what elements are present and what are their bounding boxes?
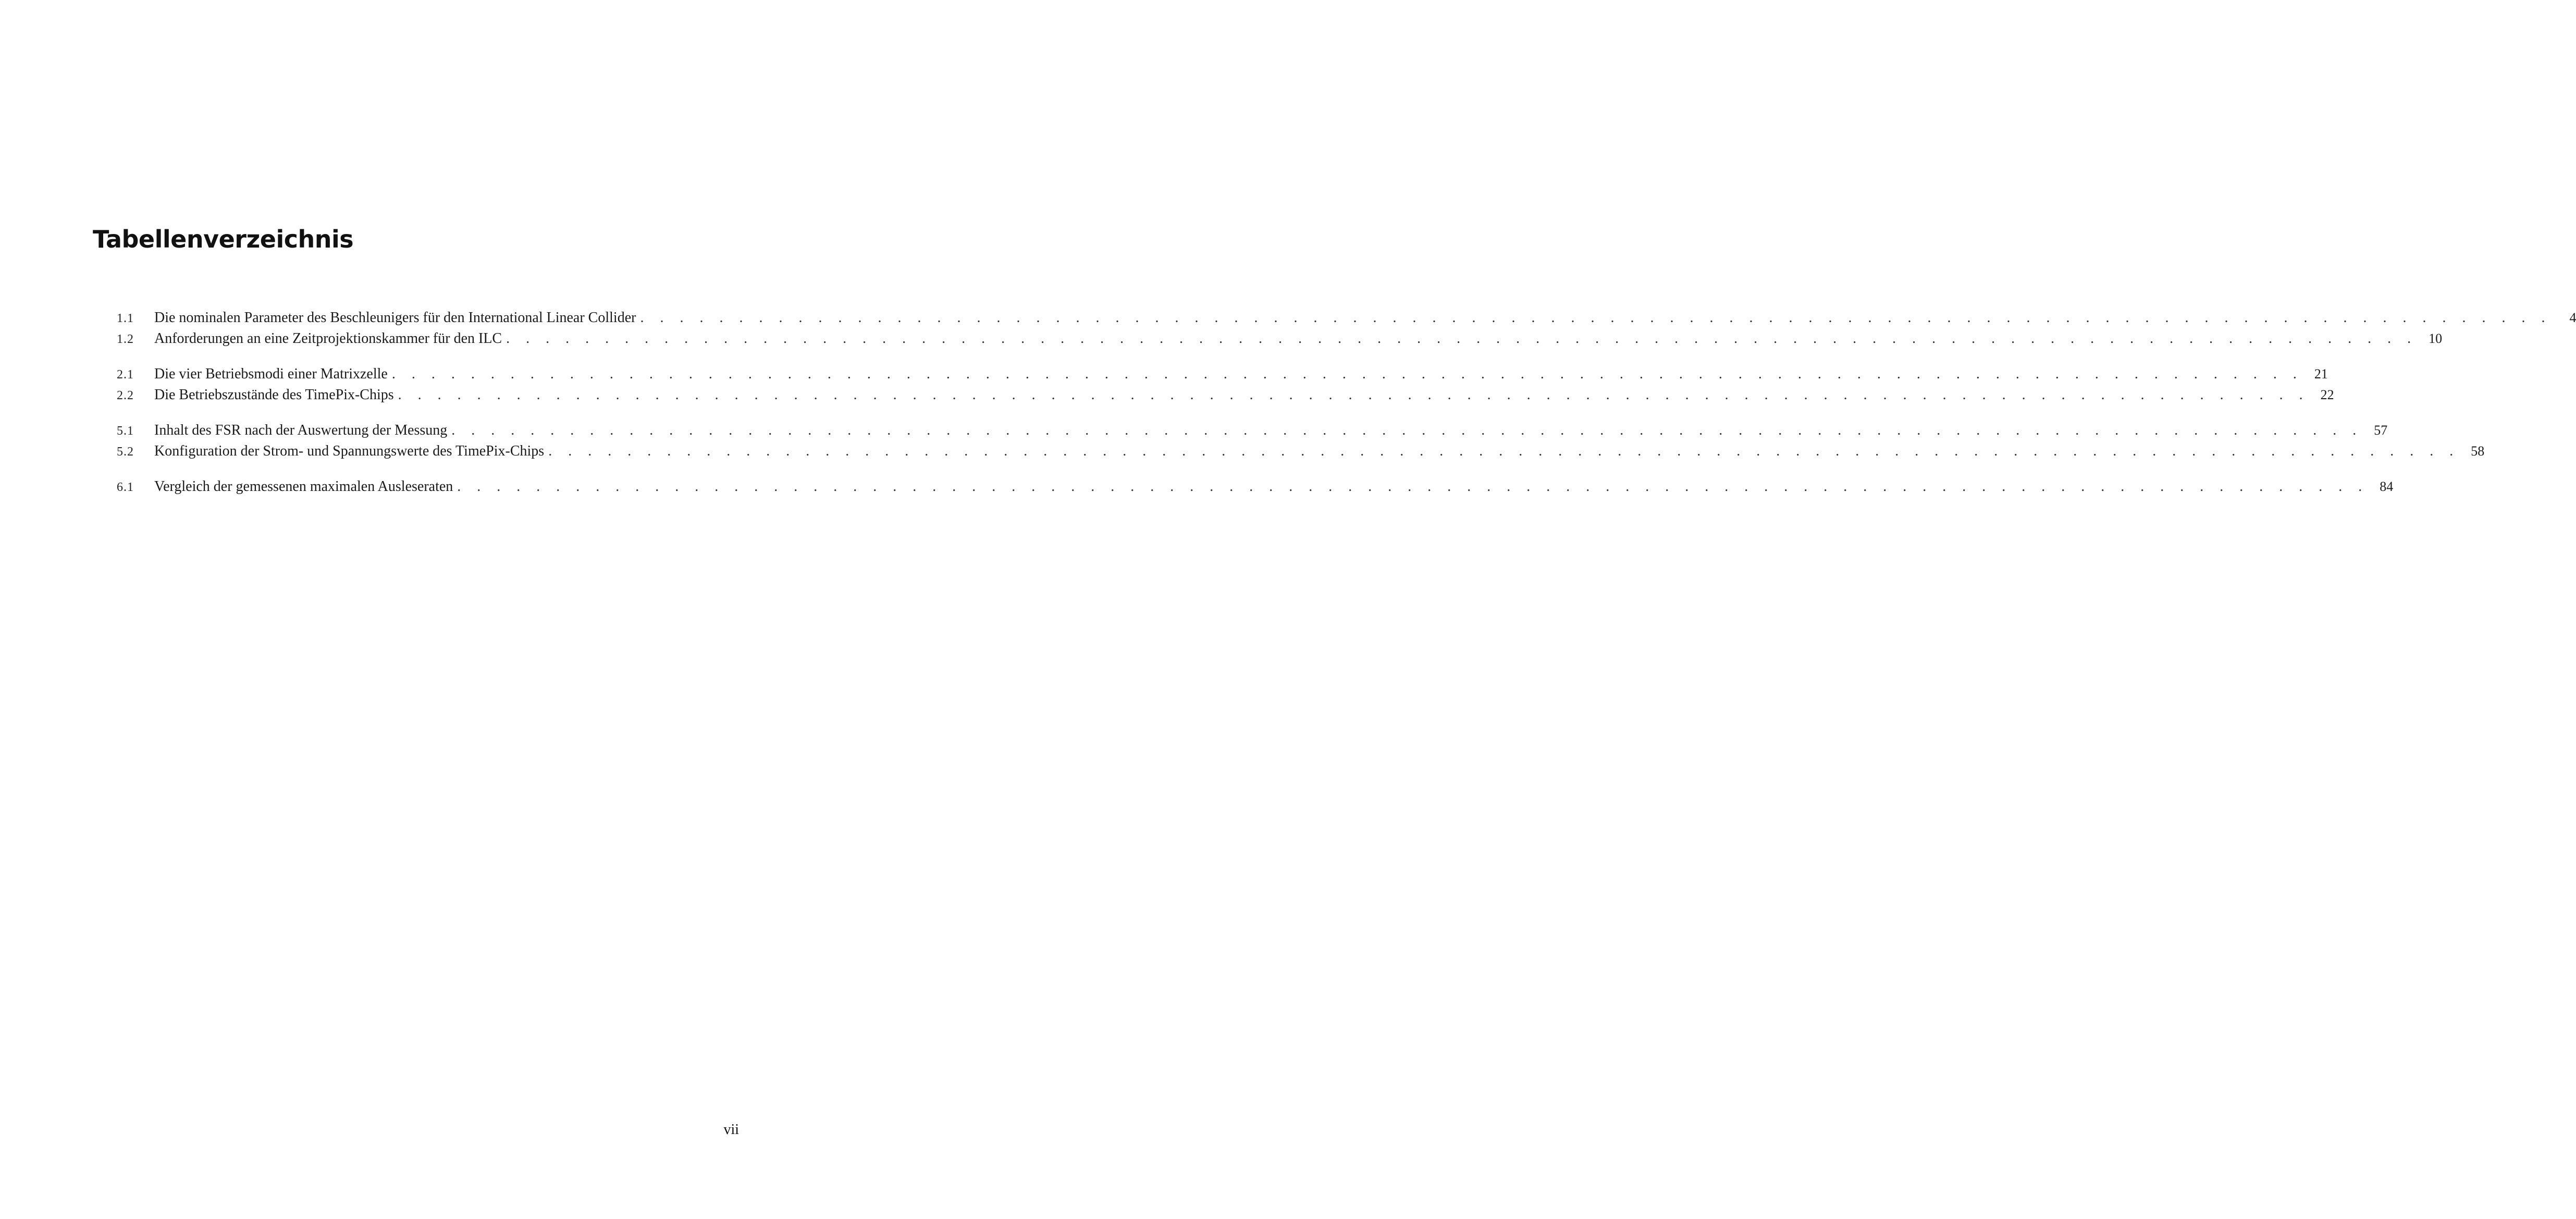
toc-group-chapter-2 [117,364,2334,405]
toc-entry-title[interactable]: Anforderungen an eine Zeitprojektionskammer für den ILC [154,330,502,347]
toc-group-chapter-5 [117,420,2485,462]
toc-entry-page[interactable]: 22 [2320,387,2334,402]
toc-entry-page[interactable]: 4 [2569,310,2576,325]
toc-entry-number: 1.2 [117,333,134,346]
toc-entry-title[interactable]: Die Betriebszustände des TimePix-Chips [154,387,394,403]
toc-entry-page[interactable]: 57 [2374,423,2388,438]
toc-entry[interactable] [117,441,2485,462]
toc-entry[interactable] [117,307,2576,328]
toc-entry-title[interactable]: Inhalt des FSR nach der Auswertung der Messung [154,422,448,438]
toc-group-chapter-6 [117,476,2394,497]
page-number: vii [723,1122,739,1138]
toc-entry-title[interactable]: Vergleich der gemessenen maximalen Ausleseraten [154,478,453,495]
toc-entry-number: 5.1 [117,424,134,438]
toc-entry[interactable] [117,476,2394,497]
page-title: Tabellenverzeichnis [93,225,354,253]
toc-entry[interactable] [117,328,2443,349]
table-list [117,307,2576,512]
toc-entry[interactable] [117,364,2328,385]
toc-entry-number: 6.1 [117,481,134,494]
toc-dot-leader: . . . . . . . . . . . . . . . . . . . . . . . . . . . . . . . . . . . . . . . . . . . . . . . . . . . . . . . . . . . . . . . . . . . . . . . . . . . . . . . . . . . . . . . . . . . . . . . . . [451,422,2363,438]
toc-entry-number: 2.2 [117,389,134,402]
toc-group-chapter-1 [117,307,2576,349]
toc-entry-title[interactable]: Die nominalen Parameter des Beschleunigers für den International Linear Collider [154,310,636,326]
toc-dot-leader: . . . . . . . . . . . . . . . . . . . . . . . . . . . . . . . . . . . . . . . . . . . . . . . . . . . . . . . . . . . . . . . . . . . . . . . . . . . . . . . . . . . . . . . . . . . . . . . . . [391,366,2303,382]
toc-entry-title[interactable]: Die vier Betriebsmodi einer Matrixzelle [154,366,388,382]
toc-entry-number: 1.1 [117,312,134,325]
toc-entry-page[interactable]: 58 [2471,444,2485,459]
toc-entry[interactable] [117,385,2334,405]
toc-entry-number: 5.2 [117,445,134,459]
toc-dot-leader: . . . . . . . . . . . . . . . . . . . . . . . . . . . . . . . . . . . . . . . . . . . . . . . . . . . . . . . . . . . . . . . . . . . . . . . . . . . . . . . . . . . . . . . . . . . . . . . . . [398,387,2309,403]
toc-entry-number: 2.1 [117,368,134,381]
toc-entry-title[interactable]: Konfiguration der Strom- und Spannungswerte des TimePix-Chips [154,443,545,459]
toc-dot-leader: . . . . . . . . . . . . . . . . . . . . . . . . . . . . . . . . . . . . . . . . . . . . . . . . . . . . . . . . . . . . . . . . . . . . . . . . . . . . . . . . . . . . . . . . . . . . . . . . . [457,478,2369,495]
toc-dot-leader: . . . . . . . . . . . . . . . . . . . . . . . . . . . . . . . . . . . . . . . . . . . . . . . . . . . . . . . . . . . . . . . . . . . . . . . . . . . . . . . . . . . . . . . . . . . . . . . . . [506,330,2418,347]
toc-entry-page[interactable]: 10 [2429,331,2443,346]
toc-entry[interactable] [117,420,2388,441]
toc-entry-page[interactable]: 21 [2314,366,2328,381]
toc-dot-leader: . . . . . . . . . . . . . . . . . . . . . . . . . . . . . . . . . . . . . . . . . . . . . . . . . . . . . . . . . . . . . . . . . . . . . . . . . . . . . . . . . . . . . . . . . . . . . . . . . [548,443,2460,459]
toc-dot-leader: . . . . . . . . . . . . . . . . . . . . . . . . . . . . . . . . . . . . . . . . . . . . . . . . . . . . . . . . . . . . . . . . . . . . . . . . . . . . . . . . . . . . . . . . . . . . . . . . . [640,310,2552,326]
toc-entry-page[interactable]: 84 [2380,479,2394,494]
